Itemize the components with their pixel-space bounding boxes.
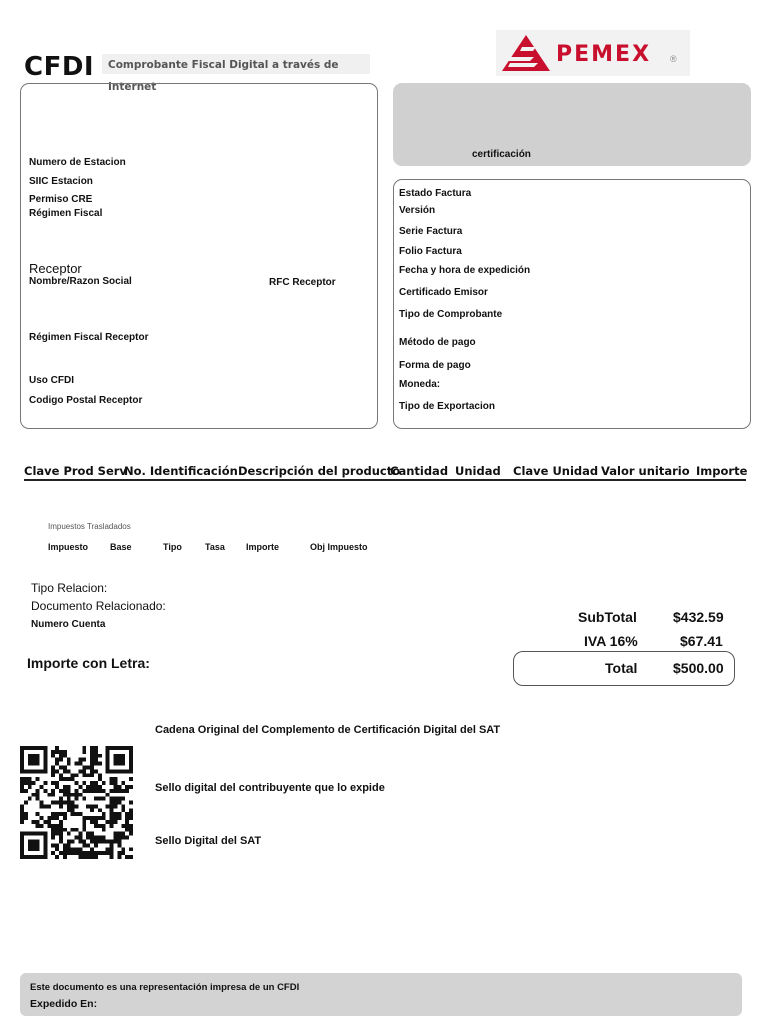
- footer-issued-in: Expedido En:: [30, 998, 98, 1010]
- column-header-unit: Unidad: [455, 464, 501, 478]
- taxpayer-seal-label: Sello digital del contribuyente que lo expide: [155, 782, 385, 794]
- qr-code: [20, 742, 133, 863]
- column-header-quantity: Cantidad: [390, 464, 449, 478]
- siic-station-label: SIIC Estacion: [29, 176, 93, 187]
- receiver-zip-label: Codigo Postal Receptor: [29, 395, 143, 406]
- subtotal-value: $432.59: [673, 609, 724, 625]
- relation-type-label: Tipo Relacion:: [31, 581, 108, 595]
- qr-modules: [20, 746, 133, 859]
- document-subtitle: Comprobante Fiscal Digital a través de Internet: [102, 54, 370, 74]
- total-label: Total: [605, 660, 638, 676]
- pemex-logo-text: PEMEX: [556, 42, 652, 67]
- document-title: CFDI: [24, 52, 95, 82]
- invoice-series-label: Serie Factura: [399, 226, 463, 237]
- column-header-product-code: Clave Prod Serv: [24, 464, 127, 478]
- payment-form-label: Forma de pago: [399, 360, 471, 371]
- footer-bar: [20, 973, 742, 1016]
- receiver-name-label: Nombre/Razon Social: [29, 276, 132, 287]
- tax-column-amount: Importe: [246, 542, 280, 552]
- sat-seal-label: Sello Digital del SAT: [155, 835, 262, 847]
- tax-regime-label: Régimen Fiscal: [29, 208, 103, 219]
- certification-panel: [393, 83, 751, 166]
- tax-column-type: Tipo: [163, 542, 182, 552]
- voucher-type-label: Tipo de Comprobante: [399, 309, 503, 320]
- station-number-label: Numero de Estacion: [29, 157, 126, 168]
- amount-in-words-label: Importe con Letra:: [27, 655, 150, 671]
- iva-value: $67.41: [680, 633, 723, 649]
- pemex-eagle-icon: [500, 33, 552, 73]
- tax-column-base: Base: [110, 542, 132, 552]
- taxes-heading: Impuestos Trasladados: [48, 522, 131, 531]
- tax-column-tax: Impuesto: [48, 542, 89, 552]
- cfdi-use-label: Uso CFDI: [29, 375, 74, 386]
- export-type-label: Tipo de Exportacion: [399, 401, 495, 412]
- footer-disclaimer: Este documento es una representación impresa de un CFDI: [30, 982, 300, 993]
- column-header-description: Descripción del producto: [238, 464, 401, 478]
- payment-method-label: Método de pago: [399, 337, 476, 348]
- account-number-label: Numero Cuenta: [31, 619, 106, 630]
- items-header-divider: [24, 479, 746, 481]
- tax-column-rate: Tasa: [205, 542, 225, 552]
- column-header-amount: Importe: [696, 464, 748, 478]
- receiver-rfc-label: RFC Receptor: [269, 277, 336, 288]
- related-document-label: Documento Relacionado:: [31, 599, 166, 613]
- currency-label: Moneda:: [399, 379, 441, 390]
- issue-datetime-label: Fecha y hora de expedición: [399, 265, 531, 276]
- total-value: $500.00: [673, 660, 724, 676]
- issuer-certificate-label: Certificado Emisor: [399, 287, 488, 298]
- registered-mark: ®: [670, 54, 677, 64]
- column-header-unit-value: Valor unitario: [601, 464, 690, 478]
- original-chain-label: Cadena Original del Complemento de Certificación Digital del SAT: [155, 724, 501, 736]
- iva-label: IVA 16%: [584, 633, 638, 649]
- cre-permit-label: Permiso CRE: [29, 194, 93, 205]
- certification-label: certificación: [472, 149, 531, 160]
- invoice-details-panel: [393, 179, 751, 429]
- column-header-unit-key: Clave Unidad: [513, 464, 599, 478]
- column-header-identification: No. Identificación: [124, 464, 238, 478]
- tax-column-object: Obj Impuesto: [310, 542, 368, 552]
- invoice-status-label: Estado Factura: [399, 188, 472, 199]
- subtotal-label: SubTotal: [578, 609, 637, 625]
- version-label: Versión: [399, 205, 436, 216]
- invoice-folio-label: Folio Factura: [399, 246, 462, 257]
- receiver-heading: Receptor: [29, 261, 82, 276]
- receiver-tax-regime-label: Régimen Fiscal Receptor: [29, 332, 149, 343]
